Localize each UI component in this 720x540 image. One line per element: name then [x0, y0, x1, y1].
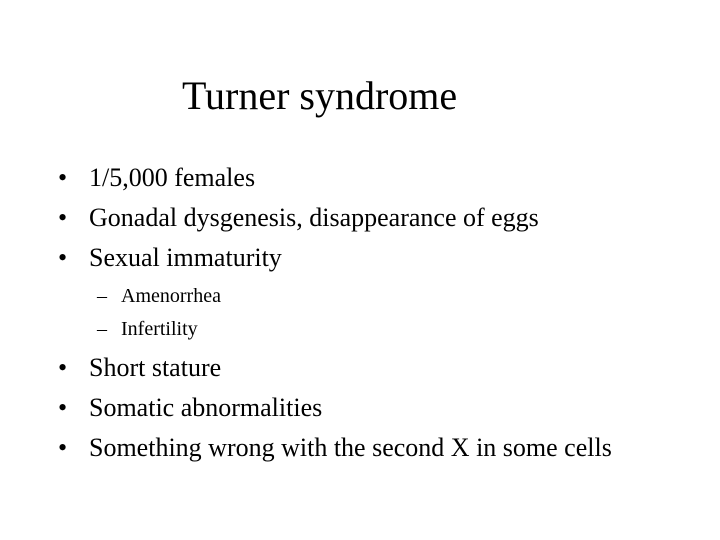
bullet-text: Short stature — [89, 353, 222, 382]
bullet-marker: • — [58, 163, 68, 192]
bullet-marker: • — [58, 353, 68, 382]
bullet-item — [58, 352, 618, 384]
sub-bullet-marker: – — [97, 318, 107, 340]
sub-bullet-item — [97, 283, 397, 309]
bullet-text: Gonadal dysgenesis, disappearance of eggs — [89, 203, 539, 232]
bullet-marker: • — [58, 203, 68, 232]
bullet-marker: • — [58, 243, 68, 272]
bullet-marker: • — [58, 433, 68, 462]
bullet-marker: • — [58, 393, 68, 422]
bullet-item — [58, 392, 618, 424]
bullet-item — [58, 242, 618, 274]
sub-bullet-item — [97, 316, 397, 342]
bullet-item — [58, 432, 678, 464]
bullet-item — [58, 202, 618, 234]
bullet-item — [58, 162, 618, 194]
bullet-text: Sexual immaturity — [89, 243, 282, 272]
sub-bullet-text: Infertility — [121, 318, 198, 340]
sub-bullet-marker: – — [97, 285, 107, 307]
bullet-text: Something wrong with the second X in some cells — [89, 433, 612, 462]
sub-bullet-text: Amenorrhea — [121, 285, 221, 307]
bullet-text: Somatic abnormalities — [89, 393, 323, 422]
slide-title: Turner syndrome — [182, 73, 458, 118]
bullet-text: 1/5,000 females — [89, 163, 256, 192]
